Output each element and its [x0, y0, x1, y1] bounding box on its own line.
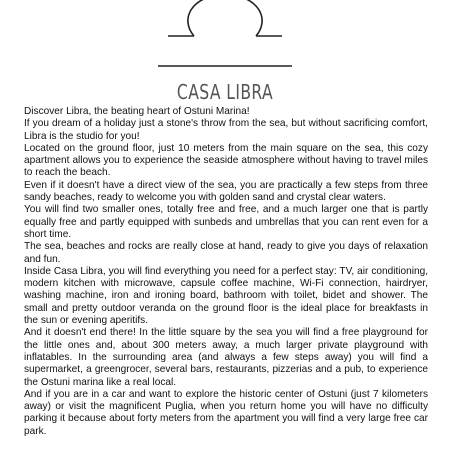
- libra-symbol-icon: [0, 0, 450, 90]
- paragraph: Even if it doesn't have a direct view of the sea, you are practically a few steps from three sandy beaches, ready to welcome you with golden sand and crystal clear waters.: [24, 179, 428, 204]
- paragraph: Inside Casa Libra, you will find everything you need for a perfect stay: TV, air conditioning, modern kitchen with microwave, capsule coffee machine, Wi-Fi connection, hairdryer, washing machine, iron and ironing board, bathroom with toilet, bidet and shower. The small and pretty outdoor veranda on the ground floor is the ideal place for breakfasts in the sun or evening aperitifs.: [24, 265, 428, 327]
- paragraph: If you dream of a holiday just a stone's throw from the sea, but without sacrificing comfort, Libra is the studio for you!: [24, 118, 428, 142]
- libra-logo: [0, 0, 450, 90]
- paragraph: And it doesn't end there! In the little square by the sea you will find a free playground for the little ones and, about 300 meters away, a much larger private playground with inflatables. In the surrounding area (and always a few steps away) you will find a supermarket, a greengrocer, several bars, restaurants, pizzerias and a pub, to experience the Ostuni marina like a real local.: [24, 327, 428, 388]
- paragraph: Located on the ground floor, just 10 meters from the main square on the sea, this cozy apartment allows you to experience the seaside atmosphere without having to travel miles to reach the beach.: [24, 142, 428, 179]
- paragraph: Discover Libra, the beating heart of Ostuni Marina!: [24, 106, 250, 117]
- paragraph: You will find two smaller ones, totally free and free, and a much larger one that is partly equally free and partly equipped with sunbeds and umbrellas that you can rent even for a short time.: [24, 204, 428, 240]
- paragraph: The sea, beaches and rocks are really close at hand, ready to give you days of relaxation and fun.: [24, 241, 428, 265]
- description-text: [24, 106, 428, 438]
- paragraph: And if you are in a car and want to explore the historic center of Ostuni (just 7 kilometers away) or visit the magnificent Puglia, when you return home you will have no difficulty parking it because about forty meters from the apartment you will find a very large free car park.: [24, 388, 428, 437]
- brand-title: CASA LIBRA: [176, 80, 274, 104]
